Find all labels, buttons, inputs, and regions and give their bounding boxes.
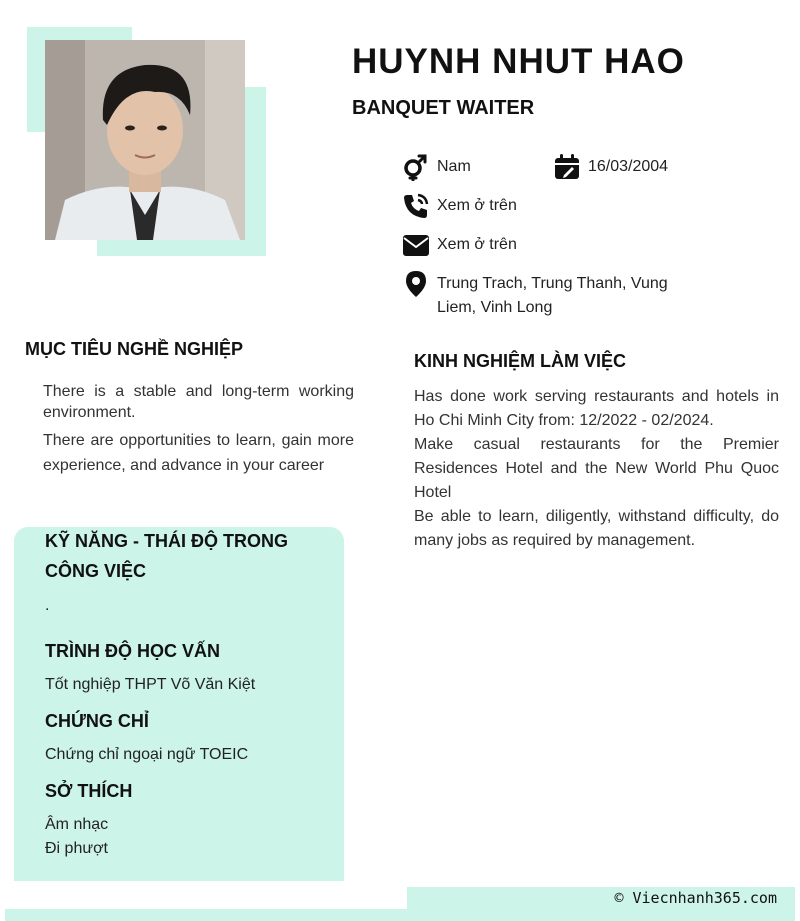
gender-icon <box>402 153 430 181</box>
experience-title: KINH NGHIỆM LÀM VIỆC <box>414 351 627 371</box>
email-row <box>402 233 517 259</box>
skills-content: . <box>45 597 50 614</box>
skills-title-line2: CÔNG VIỆC <box>45 561 147 581</box>
phone-icon <box>402 192 430 220</box>
address-value: Trung Trach, Trung Thanh, Vung Liem, Vinh Long <box>437 275 668 316</box>
birthday-row <box>553 155 668 181</box>
phone-row <box>402 194 517 220</box>
footer-bar-bottom <box>5 909 795 921</box>
mail-icon <box>402 231 430 259</box>
email-value: Xem ở trên <box>437 236 517 253</box>
candidate-position: BANQUET WAITER <box>352 97 535 119</box>
candidate-name: HUYNH NHUT HAO <box>352 42 685 81</box>
address-row <box>402 272 692 320</box>
objective-paragraph-2: There are opportunities to learn, gain more experience, and advance in your career <box>43 432 354 474</box>
avatar <box>45 40 245 240</box>
calendar-icon <box>553 153 581 181</box>
experience-line: Make casual restaurants for the Premier Residences Hotel and the New World Phu Quoc Hotel <box>414 436 779 501</box>
gender-row <box>402 155 471 181</box>
education-title: TRÌNH ĐỘ HỌC VẤN <box>45 641 220 661</box>
certificates-content: Chứng chỉ ngoại ngữ TOEIC <box>45 746 249 763</box>
certificates-title: CHỨNG CHỈ <box>45 711 149 731</box>
experience-content <box>414 385 779 553</box>
education-content: Tốt nghiệp THPT Võ Văn Kiệt <box>45 676 256 693</box>
hobby-item: Âm nhạc <box>45 816 109 833</box>
gender-value: Nam <box>437 158 471 175</box>
hobby-item: Đi phượt <box>45 840 108 857</box>
phone-value: Xem ở trên <box>437 197 517 214</box>
experience-line: Be able to learn, diligently, withstand difficulty, do many jobs as required by management. <box>414 508 779 549</box>
copyright-text: © Viecnhanh365.com <box>614 889 777 907</box>
hobbies-title: SỞ THÍCH <box>45 781 133 801</box>
experience-line: Has done work serving restaurants and hotels in Ho Chi Minh City from: 12/2022 - 02/2024. <box>414 388 779 429</box>
skills-title-line1: KỸ NĂNG - THÁI ĐỘ TRONG <box>45 531 288 551</box>
objective-title: MỤC TIÊU NGHỀ NGHIỆP <box>25 339 244 359</box>
location-icon <box>402 270 430 298</box>
objective-paragraph-1: There is a stable and long-term working environment. <box>43 383 354 421</box>
birthday-value: 16/03/2004 <box>588 158 669 175</box>
